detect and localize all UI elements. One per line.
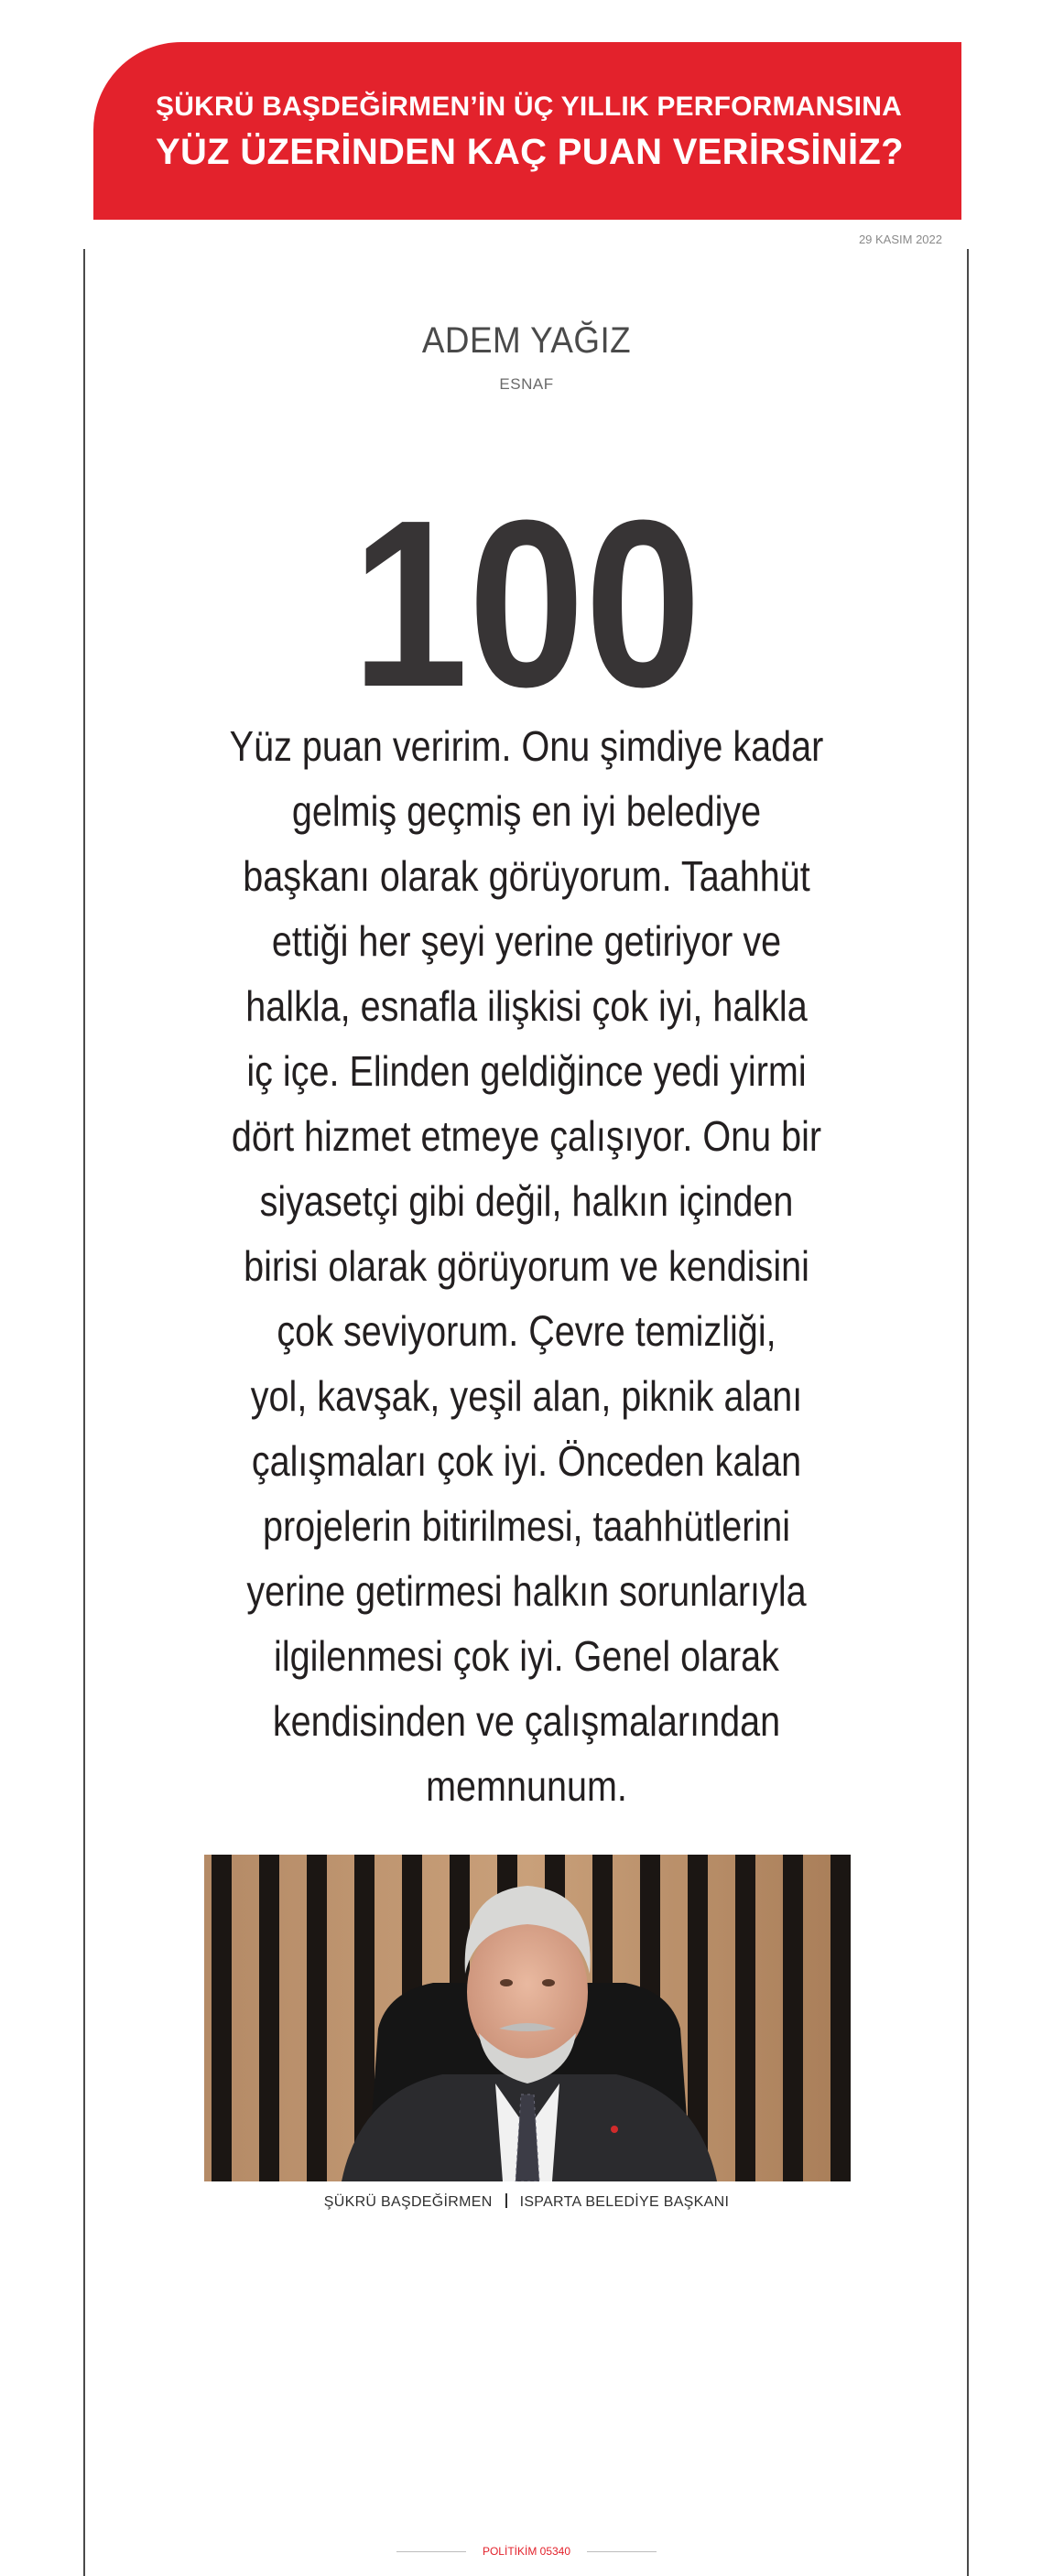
photo-caption [0, 2193, 1053, 2211]
respondent-role: ESNAF [499, 375, 554, 393]
quote-line: yerine getirmesi halkın sorunlarıyla [246, 1567, 807, 1615]
caption-name: ŞÜKRÜ BAŞDEĞİRMEN [323, 2194, 493, 2210]
quote-line: dört hizmet etmeye çalışıyor. Onu bir [231, 1112, 822, 1160]
quote-line: Yüz puan veririm. Onu şimdiye kadar [229, 722, 824, 770]
headline-line-2: YÜZ ÜZERİNDEN KAÇ PUAN VERİRSİNİZ? [156, 132, 904, 172]
caption-title: ISPARTA BELEDİYE BAŞKANI [519, 2194, 730, 2210]
headline-banner [93, 42, 961, 220]
footer-rule-left [396, 2551, 466, 2552]
footer-text: POLİTİKİM 05340 [482, 2545, 571, 2558]
footer [0, 2545, 1053, 2558]
quote-line: çok seviyorum. Çevre temizliği, [277, 1307, 776, 1355]
mayor-photo [204, 1855, 851, 2181]
quote-line: projelerin bitirilmesi, taahhütlerini [262, 1502, 791, 1550]
quote-line: ettiği her şeyi yerine getiriyor ve [271, 917, 782, 965]
caption-separator [505, 2193, 507, 2208]
footer-rule-right [587, 2551, 657, 2552]
headline-line-1: ŞÜKRÜ BAŞDEĞİRMEN’İN ÜÇ YILLIK PERFORMANSINA [156, 92, 902, 122]
quote-line: yol, kavşak, yeşil alan, piknik alanı [250, 1372, 803, 1420]
quote-line: halkla, esnafla ilişkisi çok iyi, halkla [245, 982, 808, 1030]
publish-date: 29 KASIM 2022 [858, 233, 942, 246]
quote-line: kendisinden ve çalışmalarından [272, 1697, 781, 1745]
quote-line: siyasetçi gibi değil, halkın içinden [259, 1177, 794, 1225]
quote-line: gelmiş geçmiş en iyi belediye [291, 787, 762, 835]
quote-line: birisi olarak görüyorum ve kendisini [244, 1242, 809, 1290]
quote-line: ilgilenmesi çok iyi. Genel olarak [274, 1632, 779, 1680]
quote-line: başkanı olarak görüyorum. Taahhüt [243, 852, 810, 900]
quote-line: memnunum. [426, 1762, 627, 1810]
quote-line: iç içe. Elinden geldiğince yedi yirmi [246, 1047, 807, 1095]
respondent-name: ADEM YAĞIZ [421, 320, 632, 361]
quote-text [215, 714, 837, 1819]
quote-line: çalışmaları çok iyi. Önceden kalan [251, 1437, 802, 1485]
score-value: 100 [352, 471, 701, 737]
